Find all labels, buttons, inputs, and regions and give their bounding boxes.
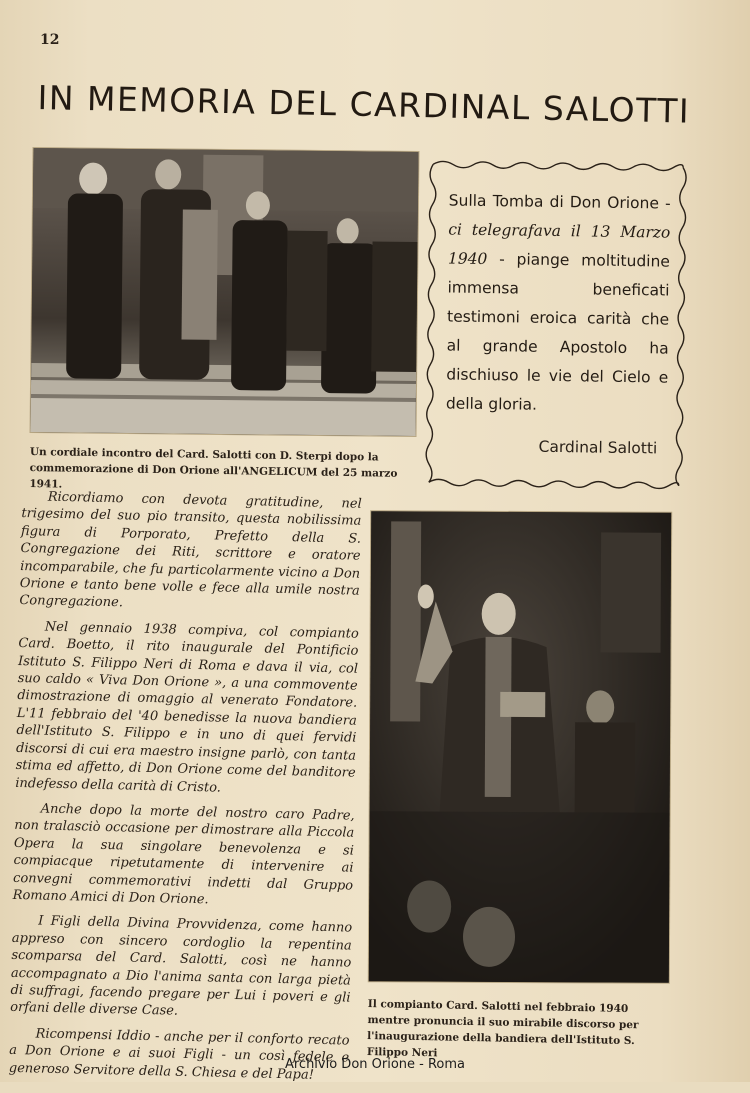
quote-text-part-c: - piange moltitudine immensa beneficati testimoni eroica carità che al grande Apostolo ha dischiuso le vie del Cielo e della gloria. bbox=[445, 250, 671, 414]
photo-bottom-caption: Il compianto Card. Salotti nel febbraio 1940 mentre pronuncia il suo mirabile discorso per l'inaugurazione della bandiera dell'Istituto S. Filippo Neri bbox=[366, 997, 639, 1060]
quote-text-part-a: Sulla Tomba di Don Orione - bbox=[448, 191, 671, 213]
telegram-quote-text bbox=[446, 186, 671, 421]
body-paragraph: I Figli della Divina Provvidenza, come hanno appreso con sincero cordoglio la repentina scomparsa del Card. Salotti, così ne hanno accompagnato a Dio l'anima santa con larga pietà di suffragi, facendo pregare per Lui i poveri e gli orfani delle diverse Case. bbox=[10, 913, 353, 1020]
body-paragraph: Ricompensi Iddio - anche per il conforto recato a Don Orione e ai suoi Figli - un così fedele e generoso Servitore della S. Chiesa e del Papa! bbox=[8, 1026, 350, 1083]
quote-text-part-b: ci telegrafava il 13 Marzo 1940 bbox=[447, 220, 671, 269]
photo-top-caption: Un cordiale incontro del Card. Salotti con D. Sterpi dopo la commemorazione di Don Orione all'ANGELICUM del 25 marzo 1941. bbox=[29, 445, 398, 491]
photo-cardinal-speech bbox=[369, 511, 671, 983]
body-paragraph: Anche dopo la morte del nostro caro Padre, non tralasciò occasione per dimostrare alla Piccola Opera la sua singolare benevolenza e si compiacque ripetutamente di intervenire ai convegni commemorativi indetti dal Gruppo Romano Amici di Don Orione. bbox=[12, 801, 355, 908]
quote-signature: Cardinal Salotti bbox=[538, 437, 658, 458]
photo-cardinal-speech-image bbox=[369, 511, 671, 983]
page-number: 12 bbox=[40, 32, 60, 48]
page-title: IN MEMORIA DEL CARDINAL SALOTTI bbox=[37, 78, 691, 131]
telegram-quote-box bbox=[423, 158, 690, 492]
article-body bbox=[8, 488, 361, 1093]
body-paragraph: Nel gennaio 1938 compiva, col compianto Card. Boetto, il rito inaugurale del Pontificio Istituto S. Filippo Neri di Roma e dava il via, col suo caldo « Viva Don Orione », a una commovente dimostrazione di omaggio al venerato Fondatore. L'11 febbraio del '40 benedisse la nuova bandiera dell'Istituto S. Filippo e in uno di quei fervidi discorsi di cui era maestro insigne parlò, con tanta stima ed affetto, di Don Orione come del banditore indefesso della carità di Cristo. bbox=[15, 619, 359, 796]
photo-cardinal-meeting-image bbox=[31, 148, 419, 436]
body-paragraph: Ricordiamo con devota gratitudine, nel trigesimo del suo pio transito, questa nobilissima figura di Porporato, Prefetto della S. Congregazione dei Riti, scrittore e oratore incomparabile, che fu particolarmente vicino a Don Orione e tanto bene volle e fece alla umile nostra Congregazione. bbox=[19, 489, 362, 611]
archive-footer: Archivio Don Orione - Roma bbox=[284, 1057, 466, 1072]
photo-cardinal-meeting bbox=[31, 148, 419, 436]
